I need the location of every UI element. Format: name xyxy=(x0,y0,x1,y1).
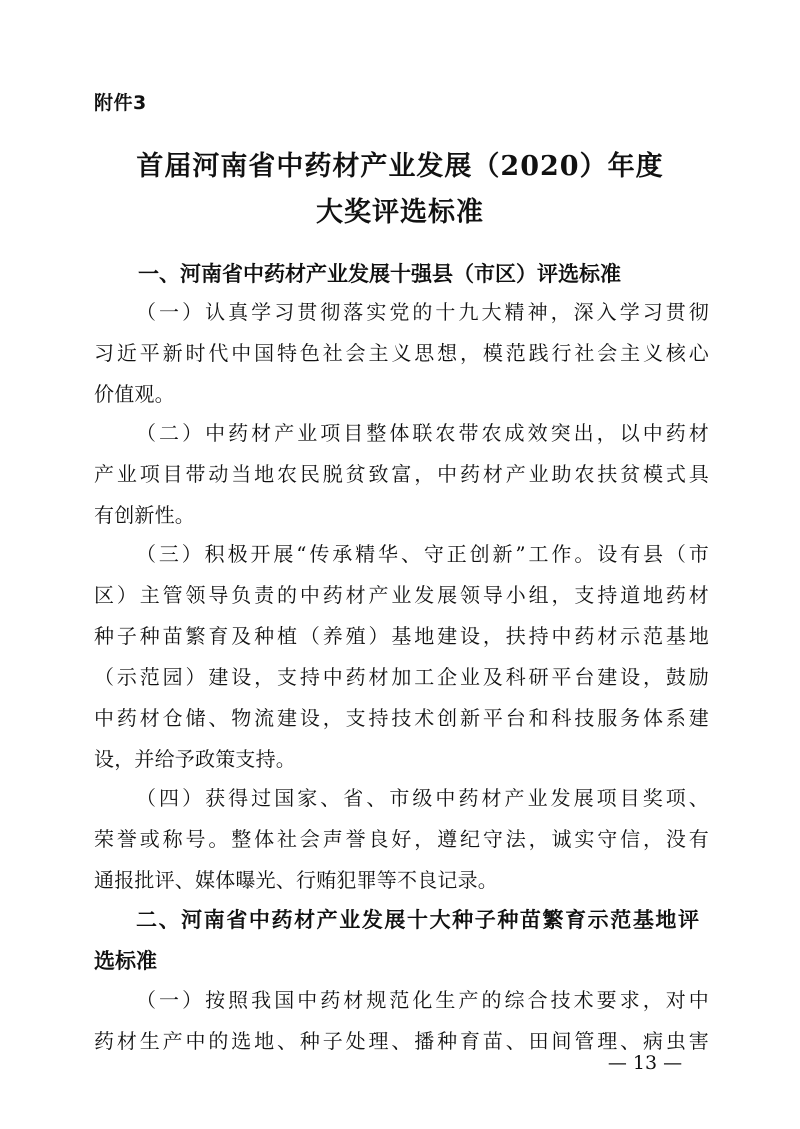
section-1-line: 荣誉或称号。整体社会声誉良好，遵纪守法，诚实守信，没有 xyxy=(94,827,709,851)
document-title-line-1: 首届河南省中药材产业发展（2020）年度 xyxy=(136,151,664,182)
page-number: — 13 — xyxy=(607,1052,683,1074)
document-title-line-2: 大奖评选标准 xyxy=(316,197,484,228)
section-1-line: 习近平新时代中国特色社会主义思想，模范践行社会主义核心 xyxy=(94,341,709,365)
section-2-line: 药材生产中的选地、种子处理、播种育苗、田间管理、病虫害 xyxy=(94,1029,709,1053)
section-1-line: 通报批评、媒体曝光、行贿犯罪等不良记录。 xyxy=(94,868,498,892)
section-1-line: 中药材仓储、物流建设，支持技术创新平台和科技服务体系建 xyxy=(94,706,709,730)
attachment-label: 附件3 xyxy=(94,92,147,114)
section-1-heading: 一、河南省中药材产业发展十强县（市区）评选标准 xyxy=(138,262,621,286)
section-1-line: 区）主管领导负责的中药材产业发展领导小组，支持道地药材 xyxy=(94,583,709,607)
section-2-heading-line-2: 选标准 xyxy=(94,949,157,973)
section-1-line: （三）积极开展“传承精华、守正创新”工作。设有县（市 xyxy=(136,542,709,566)
section-2-line: （一）按照我国中药材规范化生产的综合技术要求，对中 xyxy=(136,988,709,1012)
section-1-line: 价值观。 xyxy=(94,382,175,406)
section-1-line: 产业项目带动当地农民脱贫致富，中药材产业助农扶贫模式具 xyxy=(94,462,709,486)
section-1-line: 种子种苗繁育及种植（养殖）基地建设，扶持中药材示范基地 xyxy=(94,624,709,648)
section-1-line: （二）中药材产业项目整体联农带农成效突出，以中药材 xyxy=(136,421,709,445)
section-2-heading-line-1: 二、河南省中药材产业发展十大种子种苗繁育示范基地评 xyxy=(136,908,699,932)
section-1-line: （四）获得过国家、省、市级中药材产业发展项目奖项、 xyxy=(136,786,709,810)
section-1-line: （一）认真学习贯彻落实党的十九大精神，深入学习贯彻 xyxy=(136,300,709,324)
section-1-line: 设，并给予政策支持。 xyxy=(94,747,296,771)
section-1-line: （示范园）建设，支持中药材加工企业及科研平台建设，鼓励 xyxy=(94,665,709,689)
section-1-line: 有创新性。 xyxy=(94,503,195,527)
